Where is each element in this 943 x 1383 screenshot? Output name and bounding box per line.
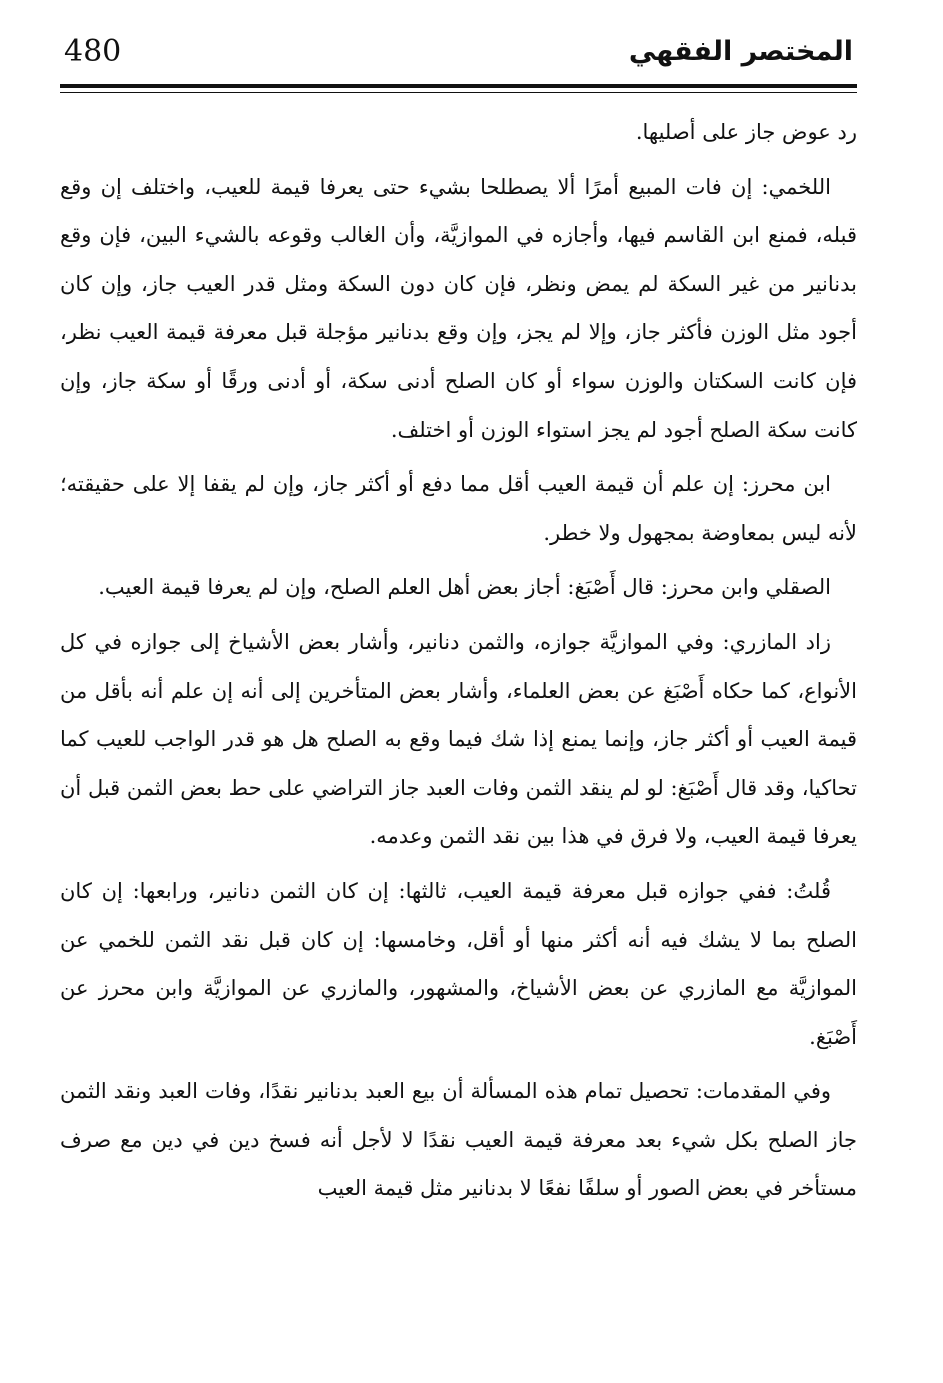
header-rule-thick — [60, 84, 857, 88]
paragraph: ابن محرز: إن علم أن قيمة العيب أقل مما دفع أو أكثر جاز، وإن لم يقفا إلا على حقيقته؛ لأنه ليس بمعاوضة بمجهول ولا خطر. — [60, 472, 857, 545]
paragraph: وفي المقدمات: تحصيل تمام هذه المسألة أن بيع العبد بدنانير نقدًا، وفات العبد ونقد الثمن جاز الصلح بكل شيء بعد معرفة قيمة العيب نقدًا لا لأجل أنه فسخ دين في دين مع صرف مستأخر في بعض الصور أو سلفًا نفعًا لا بدنانير مثل قيمة العيب — [60, 1079, 857, 1201]
page-number: 480 — [64, 34, 122, 69]
running-title: المختصر الفقهي — [628, 36, 853, 67]
paragraph: زاد المازري: وفي الموازيَّة جوازه، والثمن دنانير، وأشار بعض الأشياخ إلى جوازه في كل الأنواع، كما حكاه أَصْبَغ عن بعض العلماء، وأشار بعض المتأخرين إلى أنه إن علم أنه بأقل من قيمة العيب أو أكثر جاز، وإنما يمنع إذا شك فيما وقع به الصلح هل هو قدر الواجب للعيب كما تحاكيا، وقد قال أَصْبَغ: لو لم ينقد الثمن وفات العبد جاز التراضي على حط بعض الثمن قبل أن يعرفا قيمة العيب، ولا فرق في هذا بين نقد الثمن وعدمه. — [60, 629, 857, 849]
body-text — [60, 108, 857, 1219]
paragraph: اللخمي: إن فات المبيع أمرًا ألا يصطلحا بشيء حتى يعرفا قيمة للعيب، واختلف إن وقع قبله، فمنع ابن القاسم فيها، وأجازه في الموازيَّة، وأن الغالب وقوعه بالشيء البين، فإن وقع بدنانير من غير السكة لم يمض ونظر، فإن كان دون السكة ومثل قدر العيب جاز، وإن كان أجود مثل الوزن فأكثر جاز، وإلا لم يجز، وإن وقع بدنانير مؤجلة قبل معرفة قيمة العيب نظر، فإن كانت السكتان والوزن سواء أو كان الصلح أدنى سكة، أو أدنى ورقًا أو سكة جاز، وإن كانت سكة الصلح أجود لم يجز استواء الوزن أو اختلف. — [60, 174, 857, 442]
header-rule-thin — [60, 92, 857, 93]
page-header — [64, 28, 853, 88]
paragraph: الصقلي وابن محرز: قال أَصْبَغ: أجاز بعض أهل العلم الصلح، وإن لم يعرفا قيمة العيب. — [98, 575, 831, 600]
paragraph: رد عوض جاز على أصليها. — [635, 120, 857, 144]
paragraph: قُلتُ: ففي جوازه قبل معرفة قيمة العيب، ثالثها: إن كان الثمن دنانير، ورابعها: إن كان الصلح بما لا يشك فيه أنه أكثر منها أو أقل، وخامسها: إن كان قبل نقد الثمن للخمي عن الموازيَّة مع المازري عن بعض الأشياخ، والمشهور، والمازري عن الموازيَّة وابن محرز عن أَصْبَغ. — [60, 878, 857, 1049]
